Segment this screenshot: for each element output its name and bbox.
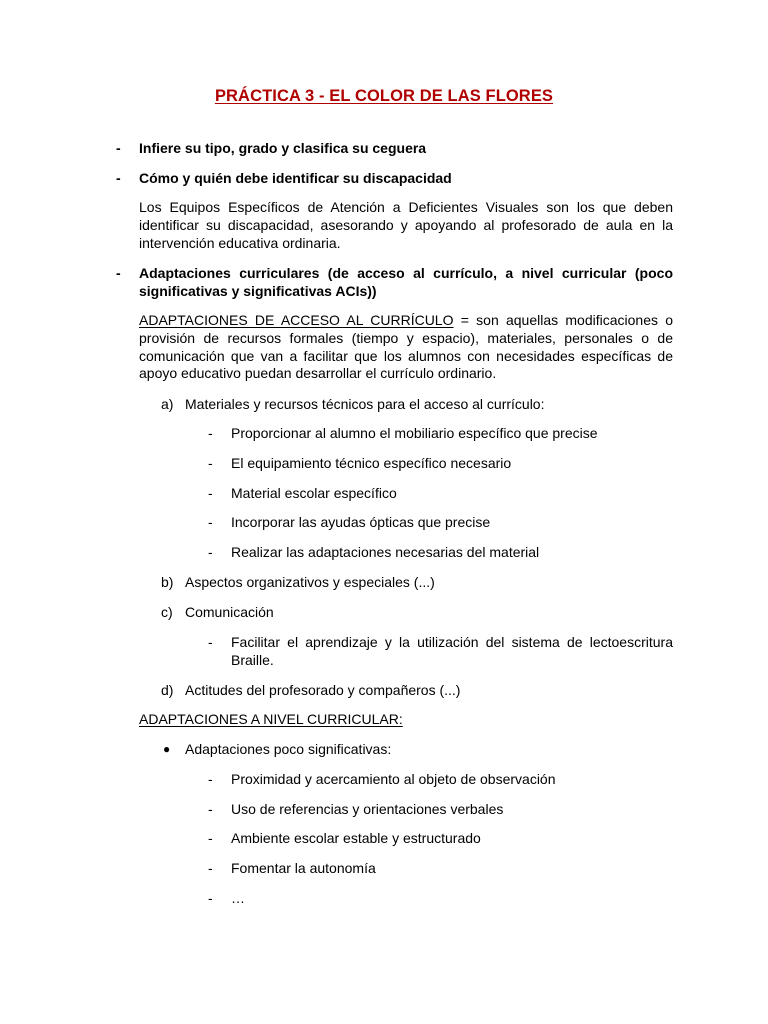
sub-item-a4: Incorporar las ayudas ópticas que precise — [231, 514, 491, 530]
list-item-d: Actitudes del profesorado y compañeros (...) — [185, 682, 461, 698]
sub-dash: - — [208, 455, 213, 471]
access-paragraph — [139, 312, 673, 383]
sub-dash: - — [208, 771, 213, 787]
sub-dash: - — [208, 425, 213, 441]
poco-item-1: Proximidad y acercamiento al objeto de observación — [231, 771, 556, 787]
section-heading-identificar: Cómo y quién debe identificar su discapacidad — [139, 170, 452, 186]
bullet-icon: ● — [163, 742, 171, 756]
poco-item-5: … — [231, 890, 245, 906]
sub-dash: - — [208, 860, 213, 876]
list-marker-a: a) — [161, 396, 174, 412]
section-body-identificar: Los Equipos Específicos de Atención a Deficientes Visuales son los que deben identificar su discapacidad, asesorando y apoyando al profesorado de aula en la intervención educativa ordinaria. — [139, 199, 673, 251]
sub-dash: - — [208, 801, 213, 817]
sub-dash: - — [208, 485, 213, 501]
dash-marker: - — [116, 265, 121, 281]
list-item-c: Comunicación — [185, 604, 274, 620]
curricular-heading: ADAPTACIONES A NIVEL CURRICULAR: — [139, 711, 403, 727]
dash-marker: - — [116, 140, 121, 156]
section-heading-adaptaciones: Adaptaciones curriculares (de acceso al currículo, a nivel curricular (poco significativas y significativas ACIs)) — [139, 265, 673, 299]
poco-item-2: Uso de referencias y orientaciones verbales — [231, 801, 504, 817]
list-marker-b: b) — [161, 574, 174, 590]
section-heading-tipo: Infiere su tipo, grado y clasifica su ceguera — [139, 140, 427, 156]
page-title: PRÁCTICA 3 - EL COLOR DE LAS FLORES — [214, 87, 554, 105]
sub-dash: - — [208, 634, 213, 650]
sub-item-a2: El equipamiento técnico específico necesario — [231, 455, 512, 471]
list-item-b: Aspectos organizativos y especiales (...) — [185, 574, 435, 590]
poco-item-3: Ambiente escolar estable y estructurado — [231, 830, 481, 846]
dash-marker: - — [116, 170, 121, 186]
sub-dash: - — [208, 514, 213, 530]
sub-dash: - — [208, 544, 213, 560]
poco-significativas-label: Adaptaciones poco significativas: — [185, 741, 392, 757]
sub-item-a1: Proporcionar al alumno el mobiliario específico que precise — [231, 425, 598, 441]
sub-dash: - — [208, 830, 213, 846]
list-marker-c: c) — [161, 604, 173, 620]
sub-item-c1: Facilitar el aprendizaje y la utilización del sistema de lectoescritura Braille. — [231, 634, 673, 668]
access-label: ADAPTACIONES DE ACCESO AL CURRÍCULO — [139, 312, 454, 328]
sub-dash: - — [208, 890, 213, 906]
list-marker-d: d) — [161, 682, 174, 698]
sub-item-a5: Realizar las adaptaciones necesarias del material — [231, 544, 540, 560]
poco-item-4: Fomentar la autonomía — [231, 860, 376, 876]
list-item-a: Materiales y recursos técnicos para el acceso al currículo: — [185, 396, 545, 412]
access-text: = son aquellas modificaciones o provisión de recursos formales (tiempo y espacio), materiales, personales o de comunicación que van a facilitar que los alumnos con necesidades específicas de apoyo educativo puedan desarrollar el currículo ordinario. — [139, 312, 674, 382]
sub-item-a3: Material escolar específico — [231, 485, 397, 501]
